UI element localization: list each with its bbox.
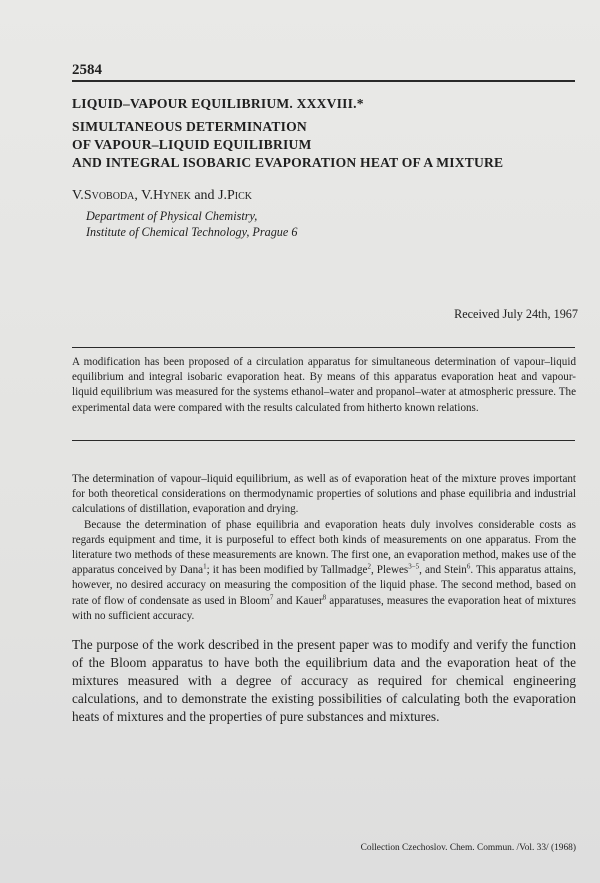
- author-initial: V.: [141, 188, 153, 203]
- author-separator: ,: [134, 188, 142, 203]
- title-line: AND INTEGRAL ISOBARIC EVAPORATION HEAT OF A MIXTURE: [72, 155, 504, 170]
- abstract-top-rule: [72, 347, 575, 348]
- purpose-paragraph: The purpose of the work described in the present paper was to modify and verify the function of the Bloom apparatus to have both the equilibrium data and the evaporation heat of the mixtures measured with a degree of accuracy as required for chemical engineering calculations, and to demonstrate the existing possibilities of calculating both the evaporation heats of mixtures and the properties of pure substances and mixtures.: [72, 637, 576, 724]
- title-line: SIMULTANEOUS DETERMINATION: [72, 119, 307, 134]
- citation: 6: [466, 562, 471, 571]
- series-title: LIQUID–VAPOUR EQUILIBRIUM. XXXVIII.*: [72, 96, 364, 111]
- author-separator: and: [190, 188, 219, 203]
- affiliation-line: Institute of Chemical Technology, Prague 6: [86, 224, 298, 239]
- journal-footer: Collection Czechoslov. Chem. Commun. /Vol. 33/ (1968): [360, 843, 576, 853]
- citation: 1: [203, 562, 207, 571]
- author-surname: Hynek: [152, 188, 191, 203]
- author-initial: J.: [218, 188, 228, 203]
- page-number: 2584: [72, 62, 102, 78]
- paragraph: The determination of vapour–liquid equilibrium, as well as of evaporation heat of the mixture proves important for both theoretical considerations on thermodynamic properties of solutions and phase equilibria and industrial calculations of distillation, evaporation and drying.: [72, 473, 576, 516]
- abstract: A modification has been proposed of a circulation apparatus for simultaneous determination of vapour–liquid equilibrium and integral isobaric evaporation heat. By means of this apparatus evaporation heat and vapour-liquid equilibrium was measured for the systems ethanol–water and propanol–water at atmospheric pressure. The experimental data were compared with the results calculated from hitherto known relations.: [72, 356, 576, 414]
- body-text: [72, 472, 576, 624]
- affiliation: [86, 209, 297, 240]
- author-surname: Svoboda: [83, 188, 135, 203]
- citation: 7: [269, 592, 274, 601]
- received-date: Received July 24th, 1967: [454, 307, 578, 321]
- authors: [72, 188, 252, 204]
- citation: 3−5: [408, 562, 420, 571]
- author-surname: Pick: [227, 188, 253, 203]
- affiliation-line: Department of Physical Chemistry,: [86, 209, 258, 223]
- title-line: OF VAPOUR–LIQUID EQUILIBRIUM: [72, 137, 312, 152]
- paragraph: Because the determination of phase equilibria and evaporation heats duly involves considerable costs as regards equipment and time, it is purposeful to effect both kinds of measurements on one apparatus. From the literature two methods of these measurements are known. The first one, an evaporation method, makes use of the apparatus conceived by Dana$^1$; it has been modified by Tallmadge$^2$, Plewes$^{3-5}$, and Stein$^6$. This apparatus attains, however, no desired accuracy on measuring the composition of the liquid phase. The second method, based on rate of flow of condensate as used in Bloom$^7$ and Kauer$^8$ apparatuses, measures the evaporation heat of mixtures with no sufficient accuracy.: [72, 518, 577, 622]
- article-title: [72, 95, 577, 172]
- header-rule: [72, 80, 575, 82]
- citation: 8: [322, 592, 327, 601]
- abstract-bottom-rule: [72, 440, 575, 441]
- citation: 2: [367, 562, 371, 571]
- author-initial: V.: [72, 188, 84, 203]
